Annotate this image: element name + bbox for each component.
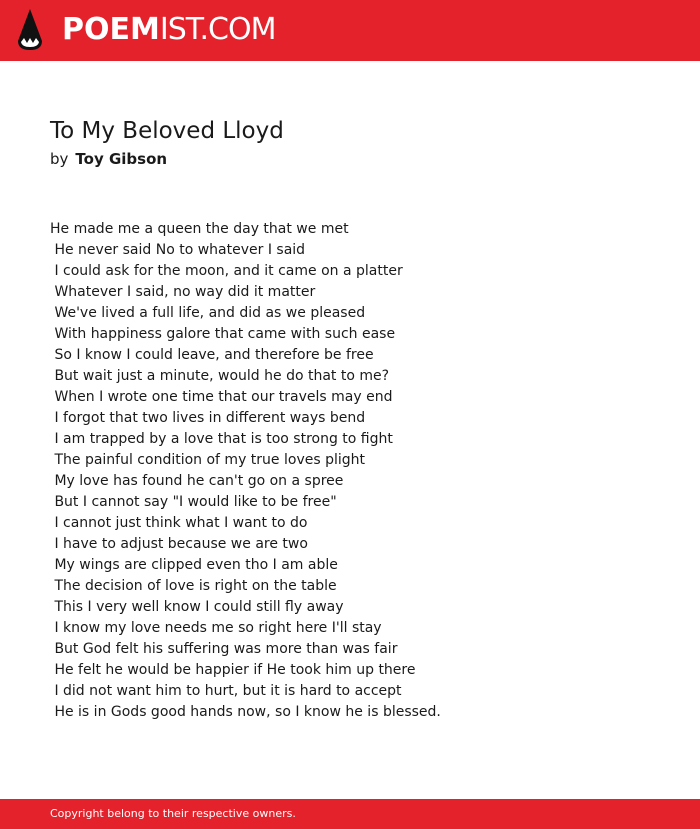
- poem-body: [50, 219, 670, 723]
- poem-line: With happiness galore that came with such ease: [50, 326, 396, 342]
- poem-line: He felt he would be happier if He took him up there: [50, 662, 416, 678]
- author-name: Toy Gibson: [75, 150, 168, 168]
- poem-line: I have to adjust because we are two: [50, 536, 308, 552]
- logo-light-text: IST.COM: [159, 12, 276, 47]
- poem-line: But I cannot say "I would like to be free": [50, 494, 337, 510]
- site-header: [0, 0, 700, 61]
- poem-line: He never said No to whatever I said: [50, 242, 306, 258]
- poem-line: We've lived a full life, and did as we pleased: [50, 305, 366, 321]
- poem-line: My love has found he can't go on a spree: [50, 473, 344, 489]
- poem-line: The decision of love is right on the table: [50, 578, 337, 594]
- poem-line: So I know I could leave, and therefore be free: [50, 347, 374, 363]
- site-logo[interactable]: [62, 10, 275, 50]
- pencil-tip-icon[interactable]: [17, 9, 43, 51]
- copyright-text: Copyright belong to their respective owners.: [50, 807, 296, 820]
- poem-line: Whatever I said, no way did it matter: [50, 284, 316, 300]
- site-footer: [0, 799, 700, 829]
- poem-line: I cannot just think what I want to do: [50, 515, 308, 531]
- poem-line: But wait just a minute, would he do that to me?: [50, 368, 390, 384]
- poem-line: He made me a queen the day that we met: [50, 221, 349, 237]
- byline: [50, 149, 167, 169]
- by-label: by: [50, 150, 69, 168]
- poem-line: He is in Gods good hands now, so I know he is blessed.: [50, 704, 441, 720]
- poem-line: I know my love needs me so right here I'll stay: [50, 620, 382, 636]
- poem-title: To My Beloved Lloyd: [50, 118, 284, 144]
- poem-line: I did not want him to hurt, but it is hard to accept: [50, 683, 402, 699]
- logo-bold-text: POEM: [62, 12, 160, 47]
- poem-line: I forgot that two lives in different ways bend: [50, 410, 366, 426]
- poem-line: When I wrote one time that our travels may end: [50, 389, 393, 405]
- poem-line: My wings are clipped even tho I am able: [50, 557, 338, 573]
- poem-line: I am trapped by a love that is too strong to fight: [50, 431, 393, 447]
- poem-line: The painful condition of my true loves plight: [50, 452, 365, 468]
- poem-line: But God felt his suffering was more than was fair: [50, 641, 398, 657]
- poem-line: This I very well know I could still fly away: [50, 599, 344, 615]
- poem-line: I could ask for the moon, and it came on a platter: [50, 263, 403, 279]
